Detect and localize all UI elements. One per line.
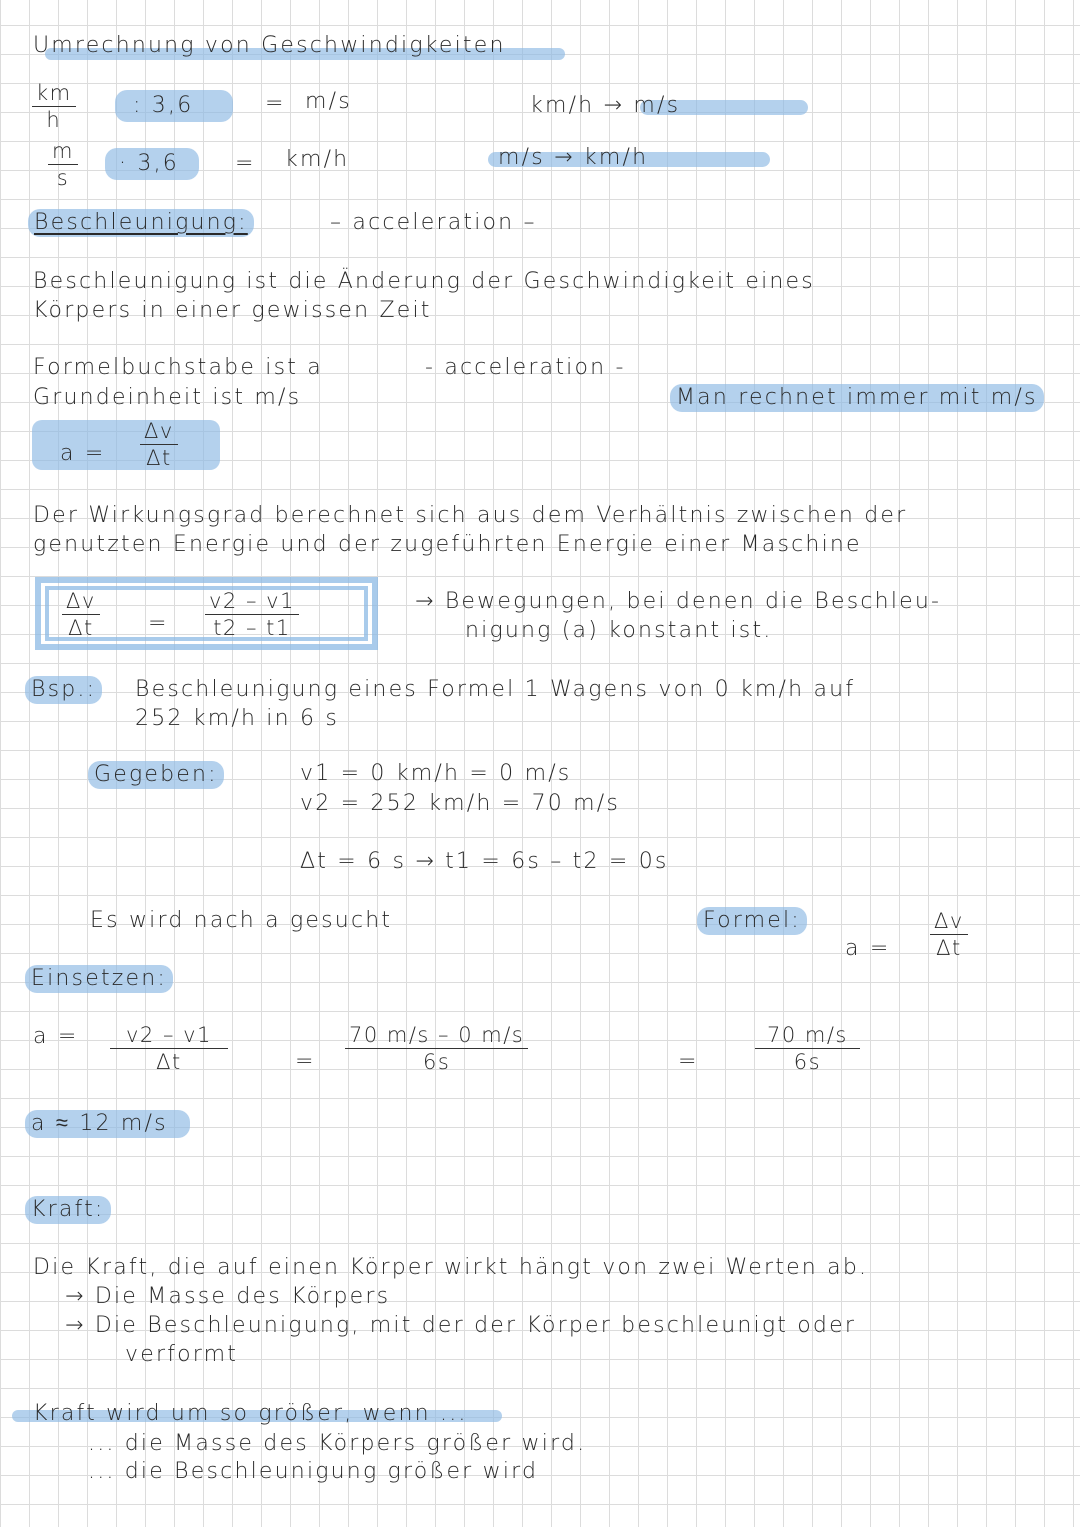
note-line: → Bewegungen, bei denen die Beschleu- <box>415 589 942 614</box>
force-rule-item: ... die Masse des Körpers größer wird. <box>88 1431 587 1456</box>
conversion-note: km/h → m/s <box>530 93 681 118</box>
example-label: Bsp.: <box>25 676 102 704</box>
force-intro: Die Kraft, die auf einen Körper wirkt hängt von zwei Werten ab. <box>33 1255 869 1280</box>
formula-lhs: a = <box>60 441 106 466</box>
note-line: nigung (a) konstant ist. <box>465 618 773 643</box>
example-line: 252 km/h in 6 s <box>135 706 340 731</box>
calc-fraction-3 <box>755 1022 860 1075</box>
equals-sign: = <box>295 1049 316 1074</box>
denominator: t2 – t1 <box>213 616 291 640</box>
fraction-dv-dt <box>62 588 100 641</box>
force-item: → Die Masse des Körpers <box>65 1284 391 1309</box>
denominator: s <box>56 166 70 190</box>
numerator: v2 – v1 <box>110 1022 228 1049</box>
fraction-km-h <box>32 80 76 133</box>
efficiency-line: genutzten Energie und der zugeführten Energie einer Maschine <box>33 532 862 557</box>
symbol-line: Formelbuchstabe ist a <box>33 355 323 380</box>
numerator: m <box>48 138 78 165</box>
page-title: Umrechnung von Geschwindigkeiten <box>33 33 506 58</box>
multiply-operation: · 3,6 <box>105 148 199 180</box>
numerator: 70 m/s <box>755 1022 860 1049</box>
denominator: h <box>46 108 62 132</box>
equals-sign: = <box>235 151 256 176</box>
given-v1: v1 = 0 km/h = 0 m/s <box>300 761 572 786</box>
denominator: 6s <box>422 1050 451 1074</box>
numerator: 70 m/s – 0 m/s <box>345 1022 528 1049</box>
insert-label: Einsetzen: <box>25 965 173 993</box>
section-heading-force: Kraft: <box>25 1196 111 1224</box>
equals-sign: = <box>265 91 286 116</box>
divide-operation: : 3,6 <box>115 90 233 122</box>
denominator: Δt <box>156 1050 182 1074</box>
result-unit: m/s <box>305 89 352 114</box>
section-heading-acceleration: Beschleunigung: <box>28 209 254 237</box>
force-item: → Die Beschleunigung, mit der der Körper beschleunigt oder <box>65 1313 857 1338</box>
formula-fraction <box>140 418 178 471</box>
definition-line: Körpers in einer gewissen Zeit <box>33 298 432 323</box>
calc-fraction-2 <box>345 1022 528 1075</box>
definition-line: Beschleunigung ist die Änderung der Geschwindigkeit eines <box>33 269 815 294</box>
formula-label: Formel: <box>697 907 807 935</box>
numerator: Δv <box>140 418 178 445</box>
equals-sign: = <box>148 611 169 636</box>
denominator: Δt <box>936 936 962 960</box>
equals-sign: = <box>678 1049 699 1074</box>
numerator: km <box>32 80 76 107</box>
result: a ≈ 12 m/s <box>25 1110 190 1138</box>
numerator: Δv <box>62 588 100 615</box>
numerator: Δv <box>930 908 968 935</box>
force-item: verformt <box>125 1342 239 1367</box>
denominator: Δt <box>146 446 172 470</box>
fraction-m-s <box>48 138 78 191</box>
translation: - acceleration - <box>425 355 626 380</box>
formula-lhs: a = <box>845 936 891 961</box>
given-v2: v2 = 252 km/h = 70 m/s <box>300 791 621 816</box>
calc-fraction-1 <box>110 1022 228 1075</box>
example-line: Beschleunigung eines Formel 1 Wagens von 0 km/h auf <box>135 677 856 702</box>
calc-lhs: a = <box>33 1024 79 1049</box>
translation: – acceleration – <box>330 210 537 235</box>
note: Man rechnet immer mit m/s <box>670 384 1044 412</box>
fraction-v-t <box>205 588 299 641</box>
conversion-note: m/s → km/h <box>498 145 649 170</box>
force-rule: Kraft wird um so größer, wenn ... <box>33 1401 468 1426</box>
given-time: Δt = 6 s → t1 = 6s – t2 = 0s <box>300 849 669 874</box>
result-unit: km/h <box>285 147 350 172</box>
numerator: v2 – v1 <box>205 588 299 615</box>
given-label: Gegeben: <box>88 761 224 789</box>
sought-line: Es wird nach a gesucht <box>90 908 393 933</box>
denominator: Δt <box>68 616 94 640</box>
denominator: 6s <box>793 1050 822 1074</box>
force-rule-item: ... die Beschleunigung größer wird <box>88 1459 539 1484</box>
efficiency-line: Der Wirkungsgrad berechnet sich aus dem Verhältnis zwischen der <box>33 503 908 528</box>
formula-fraction <box>930 908 968 961</box>
unit-line: Grundeinheit ist m/s <box>33 385 302 410</box>
